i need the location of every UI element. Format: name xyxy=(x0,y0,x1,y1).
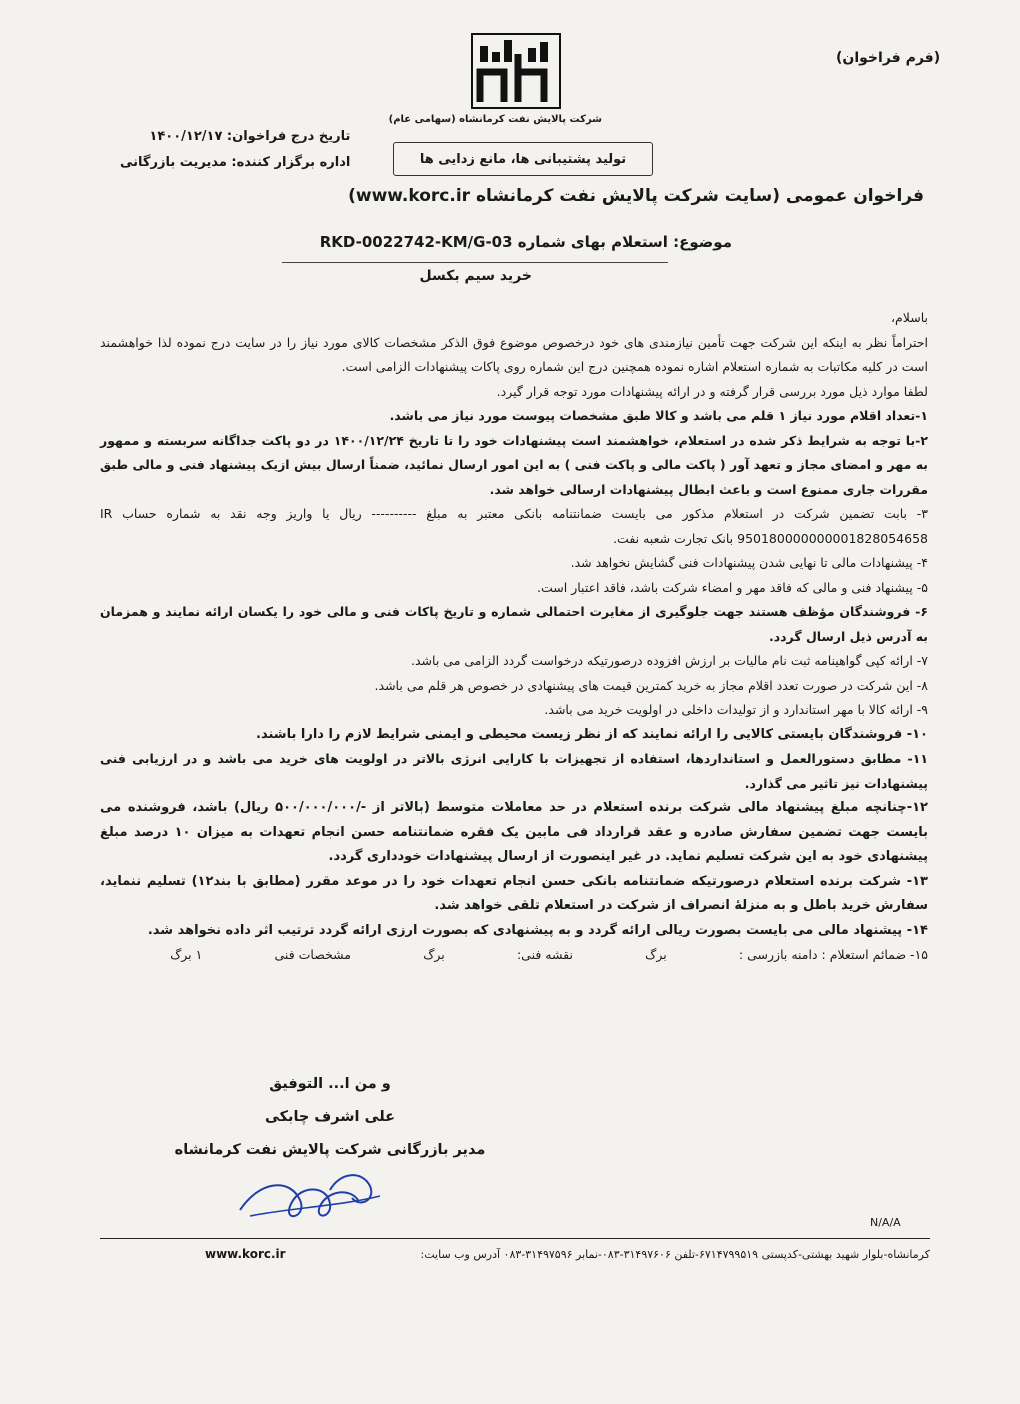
spec-label: مشخصات فنی xyxy=(274,947,351,962)
signatory-name: علی اشرف چابکی xyxy=(264,1109,396,1125)
drawing-label: نقشه فنی: xyxy=(516,947,573,962)
refinery-logo-icon xyxy=(466,32,566,110)
spec-pages: ۱ برگ xyxy=(170,947,203,962)
clause-3: ۳- بابت تضمین شرکت در استعلام مذکور می بایست ضمانتنامه بانکی معتبر به مبلغ ---------- ریال یا واریز وجه نقد به شماره حساب IR 950180000000001828054658 بانک تجارت شعبه نفت. xyxy=(100,506,928,546)
clause-13: ۱۳- شرکت برنده استعلام درصورتیکه ضمانتنامه بانکی حسن انجام تعهدات خود را در موعد مقرر (مطابق با بند۱۲) تسلیم ننماید، سفارش خرید باطل و به منزلهٔ انصراف از شرکت در استعلام تلقی خواهد شد. xyxy=(100,873,928,913)
closing-block xyxy=(170,1068,490,1167)
tagline-box xyxy=(393,142,653,176)
intro-instruction: لطفا موارد ذیل مورد بررسی قرار گرفته و در ارائه پیشنهادات مورد توجه قرار گیرد. xyxy=(496,383,928,399)
clause-11: ۱۱- مطابق دستورالعمل و استانداردها، استفاده از تجهیزات با کارایی انرژی بالاتر در اولویت های خرید می باشد و در ارزیابی فنی پیشنهادات نیز تاثیر می گذارد. xyxy=(100,751,928,791)
clause-4: ۴- پیشنهادات مالی تا نهایی شدن پیشنهادات فنی گشایش نخواهد شد. xyxy=(570,555,928,570)
publish-date: تاریخ درج فراخوان: ۱۴۰۰/۱۲/۱۷ xyxy=(149,129,351,144)
drawing-pages: برگ xyxy=(423,947,445,962)
clause-14: ۱۴- پیشنهاد مالی می بایست بصورت ریالی ارائه گردد و به پیشنهادی که بصورت ارزی ارائه گردد ترتیب اثر داده نخواهد شد. xyxy=(147,922,928,938)
clause-2: ۲-با توجه به شرایط ذکر شده در استعلام، خواهشمند است پیشنهادات خود را تا تاریخ ۱۴۰۰/۱۲/۲۴ در دو پاکت جداگانه سربسته و ممهور به مهر و امضای مجاز و تعهد آور ( پاکت مالی و پاکت فنی ) به این امور ارسال نمائید، ضمناً ارسال بیش ازیک پیشنهاد فنی و مالی طبق مقررات جاری ممنوع است و باعث ابطال پیشنهادات ارسالی خواهد شد. xyxy=(100,432,928,497)
attachments-label: ۱۵- ضمائم استعلام : دامنه بازرسی : xyxy=(738,947,928,962)
department: اداره برگزار کننده: مدیریت بازرگانی xyxy=(120,155,351,170)
signature-icon xyxy=(230,1160,400,1240)
clause-5: ۵- پیشنهاد فنی و مالی که فاقد مهر و امضاء شرکت باشد، فاقد اعتبار است. xyxy=(537,579,928,595)
letter-body xyxy=(100,306,928,968)
purchase-title: خرید سیم بکسل xyxy=(419,268,532,284)
document-reference: N/A/A xyxy=(870,1216,901,1229)
header-meta xyxy=(120,124,350,176)
inspection-pages: برگ xyxy=(645,947,667,962)
subject-line: موضوع: استعلام بهای شماره RKD-0022742-KM/G-03 xyxy=(319,233,732,251)
tagline: تولید پشتیبانی ها، مانع زدایی ها xyxy=(419,151,627,167)
footer-address: کرمانشاه-بلوار شهید بهشتی-کدپستی ۶۷۱۴۷۹۹۵۱۹-تلفن ۳۱۴۹۷۶۰۶-۰۸۳-نمابر ۳۱۴۹۷۵۹۶-۰۸۳ آدرس وب سایت: xyxy=(420,1248,930,1261)
intro-paragraph: احتراماً نظر به اینکه این شرکت جهت تأمین نیازمندی های خود درخصوص موضوع فوق الذکر مشخصات کالای مورد نیاز را در سایت درج نموده لذا خواهشمند است در کلیه مکاتبات به شماره استعلام اشاره نموده همچنین درج این شماره روی پاکات پیشنهادات الزامی است. xyxy=(100,334,928,374)
subject-divider xyxy=(282,262,668,263)
clause-15 xyxy=(100,943,928,968)
clause-1: ۱-تعداد اقلام مورد نیاز ۱ قلم می باشد و کالا طبق مشخصات پیوست مورد نیاز می باشد. xyxy=(389,408,928,423)
footer-website: www.korc.ir xyxy=(205,1247,286,1261)
clause-6: ۶- فروشندگان مؤظف هستند جهت جلوگیری از مغایرت احتمالی شماره و تاریخ پاکات فنی و مالی خود را یکسان ارائه نمایند و همزمان به آدرس ذیل ارسال گردد. xyxy=(100,604,928,644)
document-title: فراخوان عمومی (سایت شرکت پالایش نفت کرمانشاه www.korc.ir) xyxy=(348,186,924,206)
clause-9: ۹- ارائه کالا با مهر استاندارد و از تولیدات داخلی در اولویت خرید می باشد. xyxy=(544,702,928,717)
clause-7: ۷- ارائه کپی گواهینامه ثبت نام مالیات بر ارزش افزوده درصورتیکه درخواست گردد الزامی می باشد. xyxy=(411,653,928,668)
company-name-small: شرکت پالایش نفت کرمانشاه (سهامی عام) xyxy=(388,114,602,125)
company-logo xyxy=(388,32,602,125)
footer-divider xyxy=(100,1238,930,1239)
form-label: (فرم فراخوان) xyxy=(836,50,941,66)
greeting: باسلام، xyxy=(891,310,928,325)
clause-12: ۱۲-چنانچه مبلغ پیشنهاد مالی شرکت برنده استعلام در حد معاملات متوسط (بالاتر از -/۵۰۰/۰۰۰/۰۰۰ ریال) باشد، فروشنده می بایست جهت تضمین سفارش صادره و عقد قرارداد فی مابین یک فقره ضمانتنامه حسن انجام تعهدات به میزان ۱۰ درصد مبلغ پیشنهادی خود به این شرکت تسلیم نماید. در غیر اینصورت از ارسال پیشنهادات خودداری گردد. xyxy=(100,800,928,864)
closing-phrase: و من ا... التوفیق xyxy=(269,1076,391,1092)
signatory-title: مدیر بازرگانی شرکت پالایش نفت کرمانشاه xyxy=(174,1142,486,1158)
clause-10: ۱۰- فروشندگان بایستی کالایی را ارائه نمایند که از نظر زیست محیطی و ایمنی شرایط لازم را دارا باشند. xyxy=(256,726,928,742)
clause-8: ۸- این شرکت در صورت تعدد اقلام مجاز به خرید کمترین قیمت های پیشنهادی در خصوص هر قلم می باشد. xyxy=(374,677,928,693)
